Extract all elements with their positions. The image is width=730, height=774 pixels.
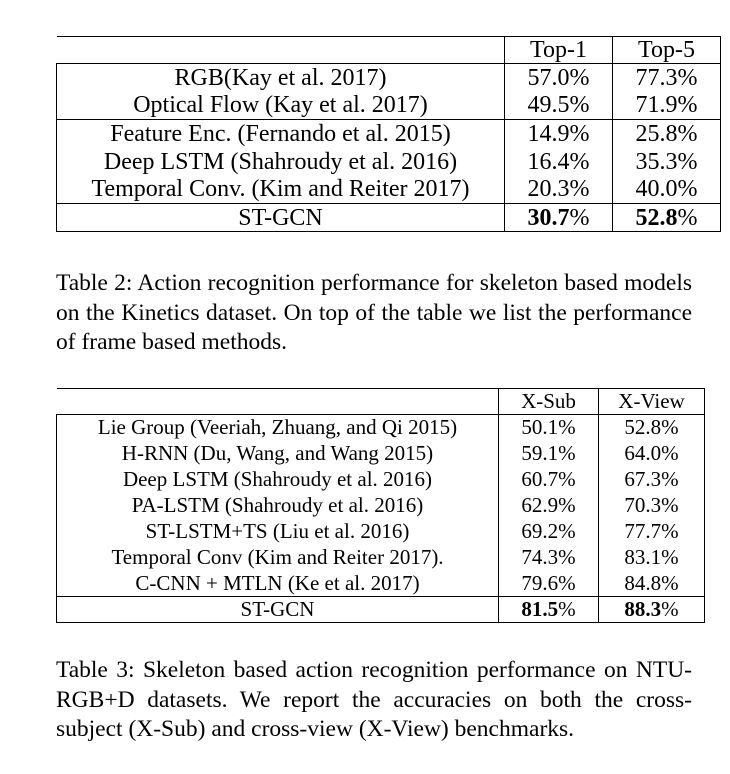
table-2-top5: 40.0% <box>613 176 721 204</box>
table-2-top5-best: 52.8 <box>635 204 678 231</box>
table-2-header-top1: Top-1 <box>505 37 613 64</box>
table-3-header-row <box>57 389 705 415</box>
table-2-method: Feature Enc. (Fernando et al. 2015) <box>57 120 505 148</box>
percent-sign: % <box>558 597 576 621</box>
table-3-xsub: 59.1% <box>499 441 599 467</box>
table-2-method: ST-GCN <box>57 204 505 232</box>
table-row <box>57 64 721 92</box>
table-row <box>57 493 705 519</box>
table-3-xview: 52.8% <box>599 415 705 441</box>
table-3-xview: 67.3% <box>599 467 705 493</box>
table-2-top1: 20.3% <box>505 176 613 204</box>
table-3-method: C-CNN + MTLN (Ke et al. 2017) <box>57 571 499 597</box>
percent-sign: % <box>569 204 590 231</box>
table-2-top1: 57.0% <box>505 64 613 92</box>
table-3-xview: 83.1% <box>599 545 705 571</box>
table-3-header-xview: X-View <box>599 389 705 415</box>
table-3-xview: 84.8% <box>599 571 705 597</box>
table-2-top1: 16.4% <box>505 148 613 176</box>
table-3-xsub-best: 81.5 <box>521 597 559 621</box>
table-3-xsub: 69.2% <box>499 519 599 545</box>
table-2-top1: 14.9% <box>505 120 613 148</box>
table-row <box>57 120 721 148</box>
table-3-xview-best: 88.3 <box>624 597 662 621</box>
table-2-top5: 71.9% <box>613 92 721 120</box>
table-2-method: Deep LSTM (Shahroudy et al. 2016) <box>57 148 505 176</box>
table-3-xview: 70.3% <box>599 493 705 519</box>
table-row <box>57 415 705 441</box>
table-row <box>57 176 721 204</box>
table-2-method: Optical Flow (Kay et al. 2017) <box>57 92 505 120</box>
table-3-header-method <box>57 389 499 415</box>
table-2-top5: 77.3% <box>613 64 721 92</box>
table-3-xsub: 50.1% <box>499 415 599 441</box>
table-3-xview: 64.0% <box>599 441 705 467</box>
table-3-xview <box>599 597 705 623</box>
table-row <box>57 571 705 597</box>
table-3-header-xsub: X-Sub <box>499 389 599 415</box>
table-3-method: PA-LSTM (Shahroudy et al. 2016) <box>57 493 499 519</box>
table-3-xsub <box>499 597 599 623</box>
table-2-header-top5: Top-5 <box>613 37 721 64</box>
table-2-method: RGB(Kay et al. 2017) <box>57 64 505 92</box>
percent-sign: % <box>661 597 679 621</box>
table-3-caption: Table 3: Skeleton based action recognition performance on NTU-RGB+D datasets. We report the accuracies on both the cross-subject (X-Sub) and cross-view (X-View) benchmarks. <box>56 657 692 742</box>
table-2-top1: 49.5% <box>505 92 613 120</box>
table-3 <box>56 388 705 623</box>
table-row <box>57 148 721 176</box>
table-row <box>57 92 721 120</box>
table-3-method: ST-LSTM+TS (Liu et al. 2016) <box>57 519 499 545</box>
table-3-method: Lie Group (Veeriah, Zhuang, and Qi 2015) <box>57 415 499 441</box>
table-2-top5: 25.8% <box>613 120 721 148</box>
table-row <box>57 545 705 571</box>
table-2-top5 <box>613 204 721 232</box>
table-3-method: Temporal Conv (Kim and Reiter 2017). <box>57 545 499 571</box>
table-2 <box>56 36 721 232</box>
table-row <box>57 467 705 493</box>
table-3-method: ST-GCN <box>57 597 499 623</box>
table-3-xsub: 79.6% <box>499 571 599 597</box>
table-3-xsub: 74.3% <box>499 545 599 571</box>
table-3-method: H-RNN (Du, Wang, and Wang 2015) <box>57 441 499 467</box>
table-row <box>57 204 721 232</box>
table-row <box>57 441 705 467</box>
table-2-top1-best: 30.7 <box>527 204 570 231</box>
table-row <box>57 597 705 623</box>
table-2-caption: Table 2: Action recognition performance for skeleton based models on the Kinetics dataset. On top of the table we list the performance of frame based methods. <box>56 270 692 355</box>
table-2-top1 <box>505 204 613 232</box>
table-2-header-row <box>57 37 721 64</box>
table-3-xsub: 60.7% <box>499 467 599 493</box>
table-2-top5: 35.3% <box>613 148 721 176</box>
table-3-xview: 77.7% <box>599 519 705 545</box>
table-3-xsub: 62.9% <box>499 493 599 519</box>
table-2-method: Temporal Conv. (Kim and Reiter 2017) <box>57 176 505 204</box>
table-row <box>57 519 705 545</box>
table-3-method: Deep LSTM (Shahroudy et al. 2016) <box>57 467 499 493</box>
table-2-header-method <box>57 37 505 64</box>
percent-sign: % <box>677 204 698 231</box>
